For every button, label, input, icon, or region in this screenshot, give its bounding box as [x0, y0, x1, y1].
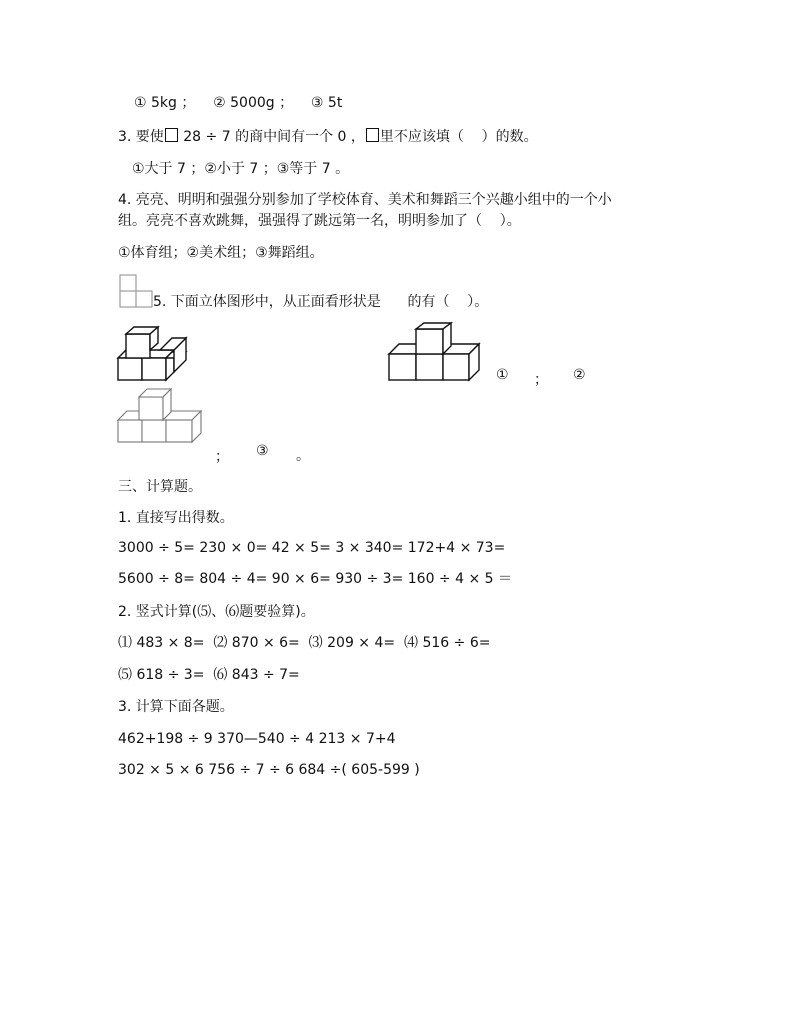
q5-option-2: ② — [573, 367, 586, 383]
part-2-row-2: ⑸ 618 ÷ 3= ⑹ 843 ÷ 7= — [118, 667, 300, 683]
part-3-row-2: 302 × 5 × 6 756 ÷ 7 ÷ 6 684 ÷( 605-599 ) — [118, 762, 420, 778]
q2-options: ① 5kg ； ② 5000g ； ③ 5t — [134, 95, 343, 111]
q5-separator-1: ； — [534, 372, 548, 388]
part-2-title: 2. 竖式计算(⑸、⑹题要验算)。 — [118, 604, 315, 620]
part-1-title: 1. 直接写出得数。 — [118, 510, 234, 526]
q3-question — [118, 127, 538, 147]
q4-options: ①体育组；②美术组；③舞蹈组。 — [118, 245, 324, 261]
q5-question: 5. 下面立体图形中，从正面看形状是 的有（ ）。 — [153, 294, 489, 310]
cube-figure-3 — [117, 384, 203, 446]
cube-figure-2 — [387, 322, 481, 382]
part-1-row-1: 3000 ÷ 5= 230 × 0= 42 × 5= 3 × 340= 172+4 × 73= — [118, 540, 506, 556]
part-2-row-1: ⑴ 483 × 8= ⑵ 870 × 6= ⑶ 209 × 4= ⑷ 516 ÷ 6= — [118, 635, 491, 651]
q3-suffix: 里不应该填（ ）的数。 — [379, 129, 538, 145]
part-1-row-2: 5600 ÷ 8= 804 ÷ 4= 90 × 6= 930 ÷ 3= 160 ÷ 4 × 5 ＝ — [118, 571, 513, 587]
q5-option-1: ① — [496, 367, 509, 383]
q3-middle: 28 ÷ 7 的商中间有一个 0 ， — [178, 129, 365, 145]
q3-options: ①大于 7 ；②小于 7 ；③等于 7 。 — [132, 161, 350, 177]
cube-figure-1 — [117, 326, 189, 382]
front-view-shape-icon — [119, 274, 153, 308]
blank-box-icon — [165, 128, 178, 142]
q5-separator-2: ； — [215, 449, 229, 465]
q4-line2: 组。亮亮不喜欢跳舞，强强得了跳远第一名，明明参加了（ ）。 — [118, 213, 521, 229]
q5-end: 。 — [296, 448, 310, 464]
blank-box-icon — [366, 128, 379, 142]
q4-line1: 4. 亮亮、明明和强强分别参加了学校体育、美术和舞蹈三个兴趣小组中的一个小 — [118, 192, 612, 208]
part-3-title: 3. 计算下面各题。 — [118, 699, 234, 715]
q5-option-3: ③ — [256, 443, 269, 459]
part-3-row-1: 462+198 ÷ 9 370—540 ÷ 4 213 × 7+4 — [118, 731, 396, 747]
q3-prefix: 3. 要使 — [118, 129, 164, 145]
section-3-title: 三、计算题。 — [118, 479, 202, 495]
